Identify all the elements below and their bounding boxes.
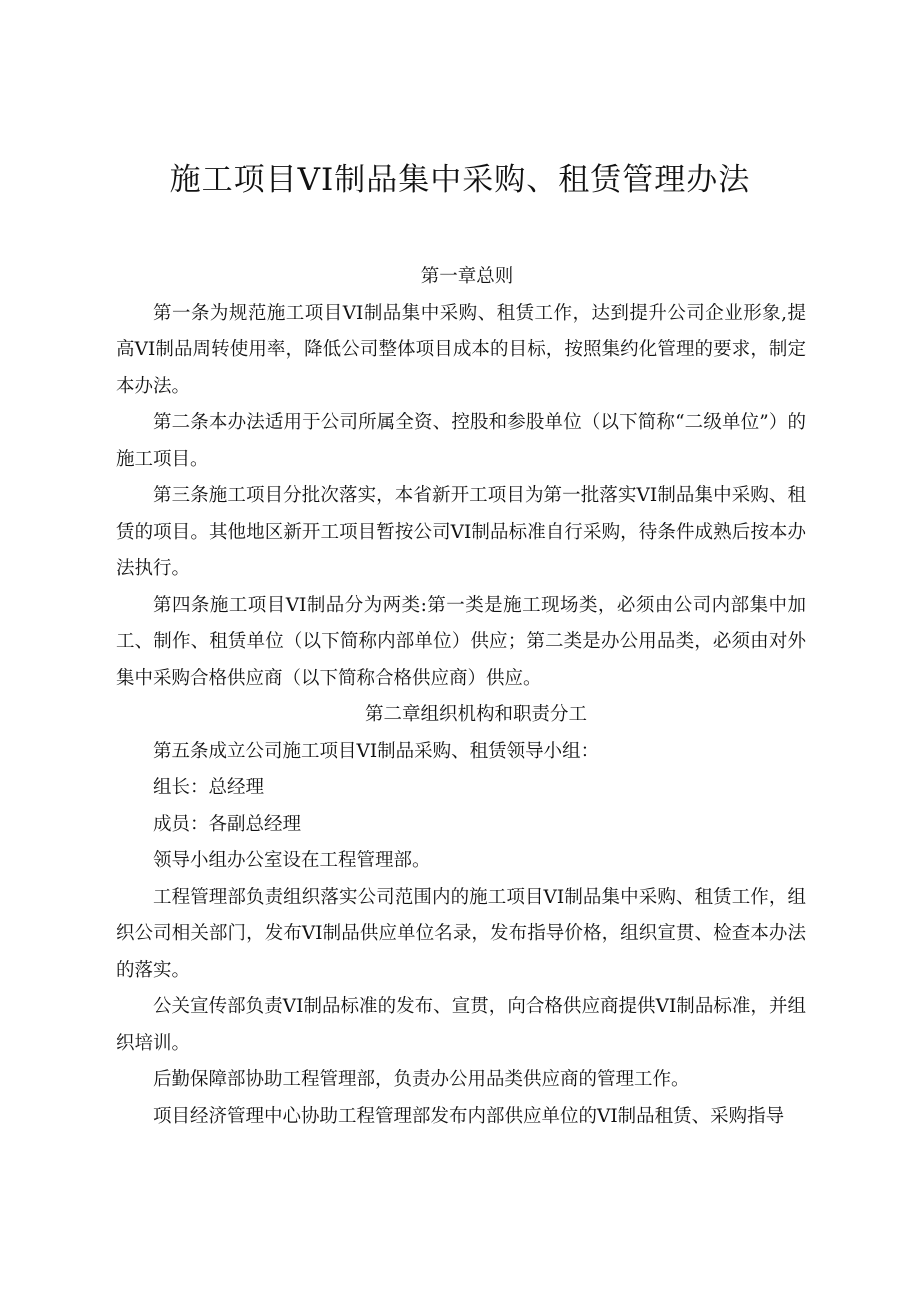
document-body [116, 257, 806, 1135]
chapter-2-heading: 第二章组织机构和职责分工 [364, 704, 587, 725]
group-leader: 组长：总经理 [153, 777, 265, 798]
group-members: 成员：各副总经理 [153, 813, 302, 835]
document-title: 施工项目VI制品集中采购、租赁管理办法 [169, 162, 751, 198]
duty-engineering-dept: 工程管理部负责组织落实公司范围内的施工项目VI制品集中采购、租赁工作，组织公司相关部门，发布VI制品供应单位名录，发布指导价格，组织宣贯、检查本办法的落实。 [116, 886, 806, 981]
duty-pr-dept: 公关宣传部负责VI制品标准的发布、宣贯，向合格供应商提供VI制品标准，并组织培训。 [116, 996, 806, 1054]
article-3: 第三条施工项目分批次落实，本省新开工项目为第一批落实VI制品集中采购、租赁的项目。其他地区新开工项目暂按公司VI制品标准自行采购，待条件成熟后按本办法执行。 [116, 485, 806, 579]
group-office: 领导小组办公室设在工程管理部。 [153, 850, 431, 871]
article-5: 第五条成立公司施工项目VI制品采购、租赁领导小组： [153, 740, 600, 762]
article-1: 第一条为规范施工项目VI制品集中采购、租赁工作，达到提升公司企业形象,提高VI制品周转使用率，降低公司整体项目成本的目标，按照集约化管理的要求，制定本办法。 [116, 302, 806, 397]
duty-logistics-dept: 后勤保障部协助工程管理部，负责办公用品类供应商的管理工作。 [153, 1069, 690, 1090]
article-4: 第四条施工项目VI制品分为两类:第一类是施工现场类，必须由公司内部集中加工、制作、租赁单位（以下简称内部单位）供应；第二类是办公用品类，必须由对外集中采购合格供应商（以下简称合格供应商）供应。 [116, 594, 806, 689]
duty-economic-center: 项目经济管理中心协助工程管理部发布内部供应单位的VI制品租赁、采购指导 [153, 1105, 785, 1127]
chapter-1-heading: 第一章总则 [420, 266, 514, 287]
article-2: 第二条本办法适用于公司所属全资、控股和参股单位（以下简称“二级单位”）的施工项目。 [116, 412, 806, 470]
